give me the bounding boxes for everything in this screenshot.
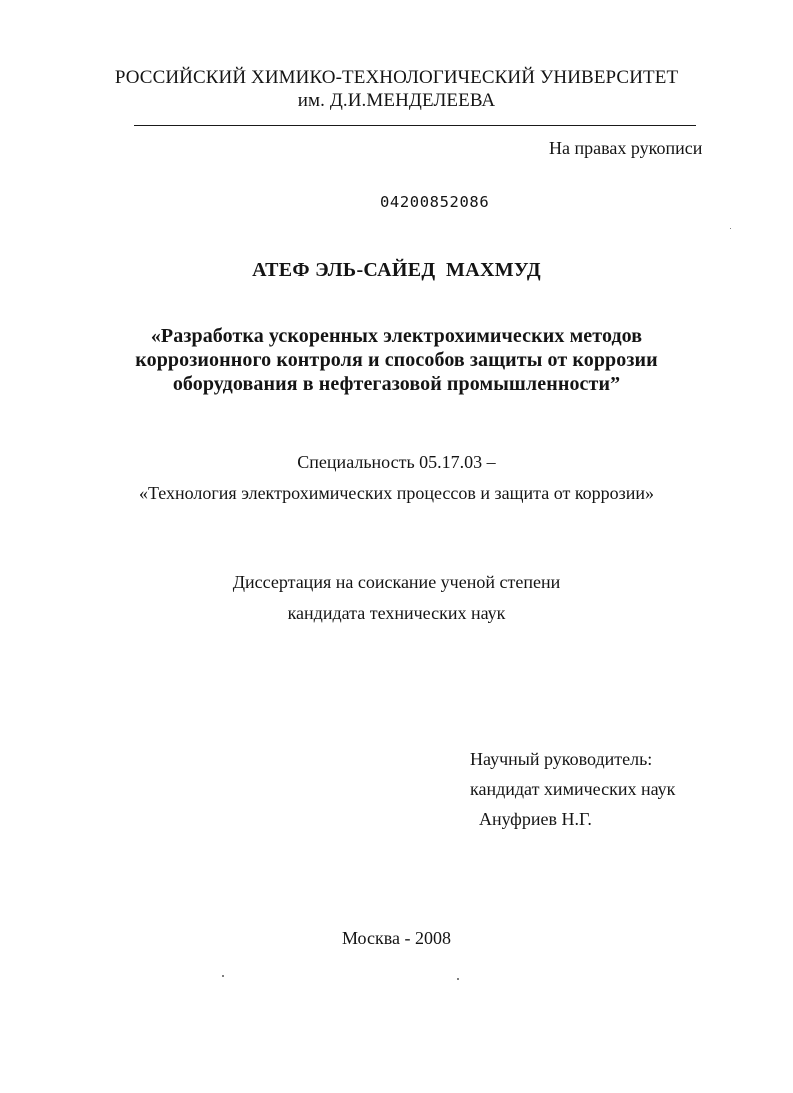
dissertation-title-line1: «Разработка ускоренных электрохимических методов xyxy=(150,325,643,347)
rights-note: На правах рукописи xyxy=(549,138,703,158)
inventory-number: 04200852086 xyxy=(380,193,490,211)
supervisor-degree: кандидат химических наук xyxy=(470,779,676,799)
specialty-name: «Технология электрохимических процессов и защита от коррозии» xyxy=(138,483,655,503)
dissertation-title-line2: коррозионного контроля и способов защиты от коррозии xyxy=(135,349,658,371)
place-and-year: Москва - 2008 xyxy=(342,928,451,948)
degree-line2: кандидата технических наук xyxy=(287,603,506,623)
scan-speck xyxy=(457,978,459,980)
supervisor-name: Ануфриев Н.Г. xyxy=(479,809,592,829)
university-name-line1: РОССИЙСКИЙ ХИМИКО-ТЕХНОЛОГИЧЕСКИЙ УНИВЕРСИТЕТ xyxy=(114,67,679,88)
scan-speck xyxy=(222,975,224,977)
supervisor-label: Научный руководитель: xyxy=(470,749,653,769)
scan-speck xyxy=(730,228,731,229)
dissertation-title-line3: оборудования в нефтегазовой промышленности” xyxy=(172,373,621,395)
university-name-line2: им. Д.И.МЕНДЕЛЕЕВА xyxy=(297,90,496,111)
author-name: АТЕФ ЭЛЬ-САЙЕД МАХМУД xyxy=(252,259,541,281)
degree-line1: Диссертация на соискание ученой степени xyxy=(232,572,561,592)
specialty-code: Специальность 05.17.03 – xyxy=(297,452,496,472)
header-divider xyxy=(134,125,696,126)
